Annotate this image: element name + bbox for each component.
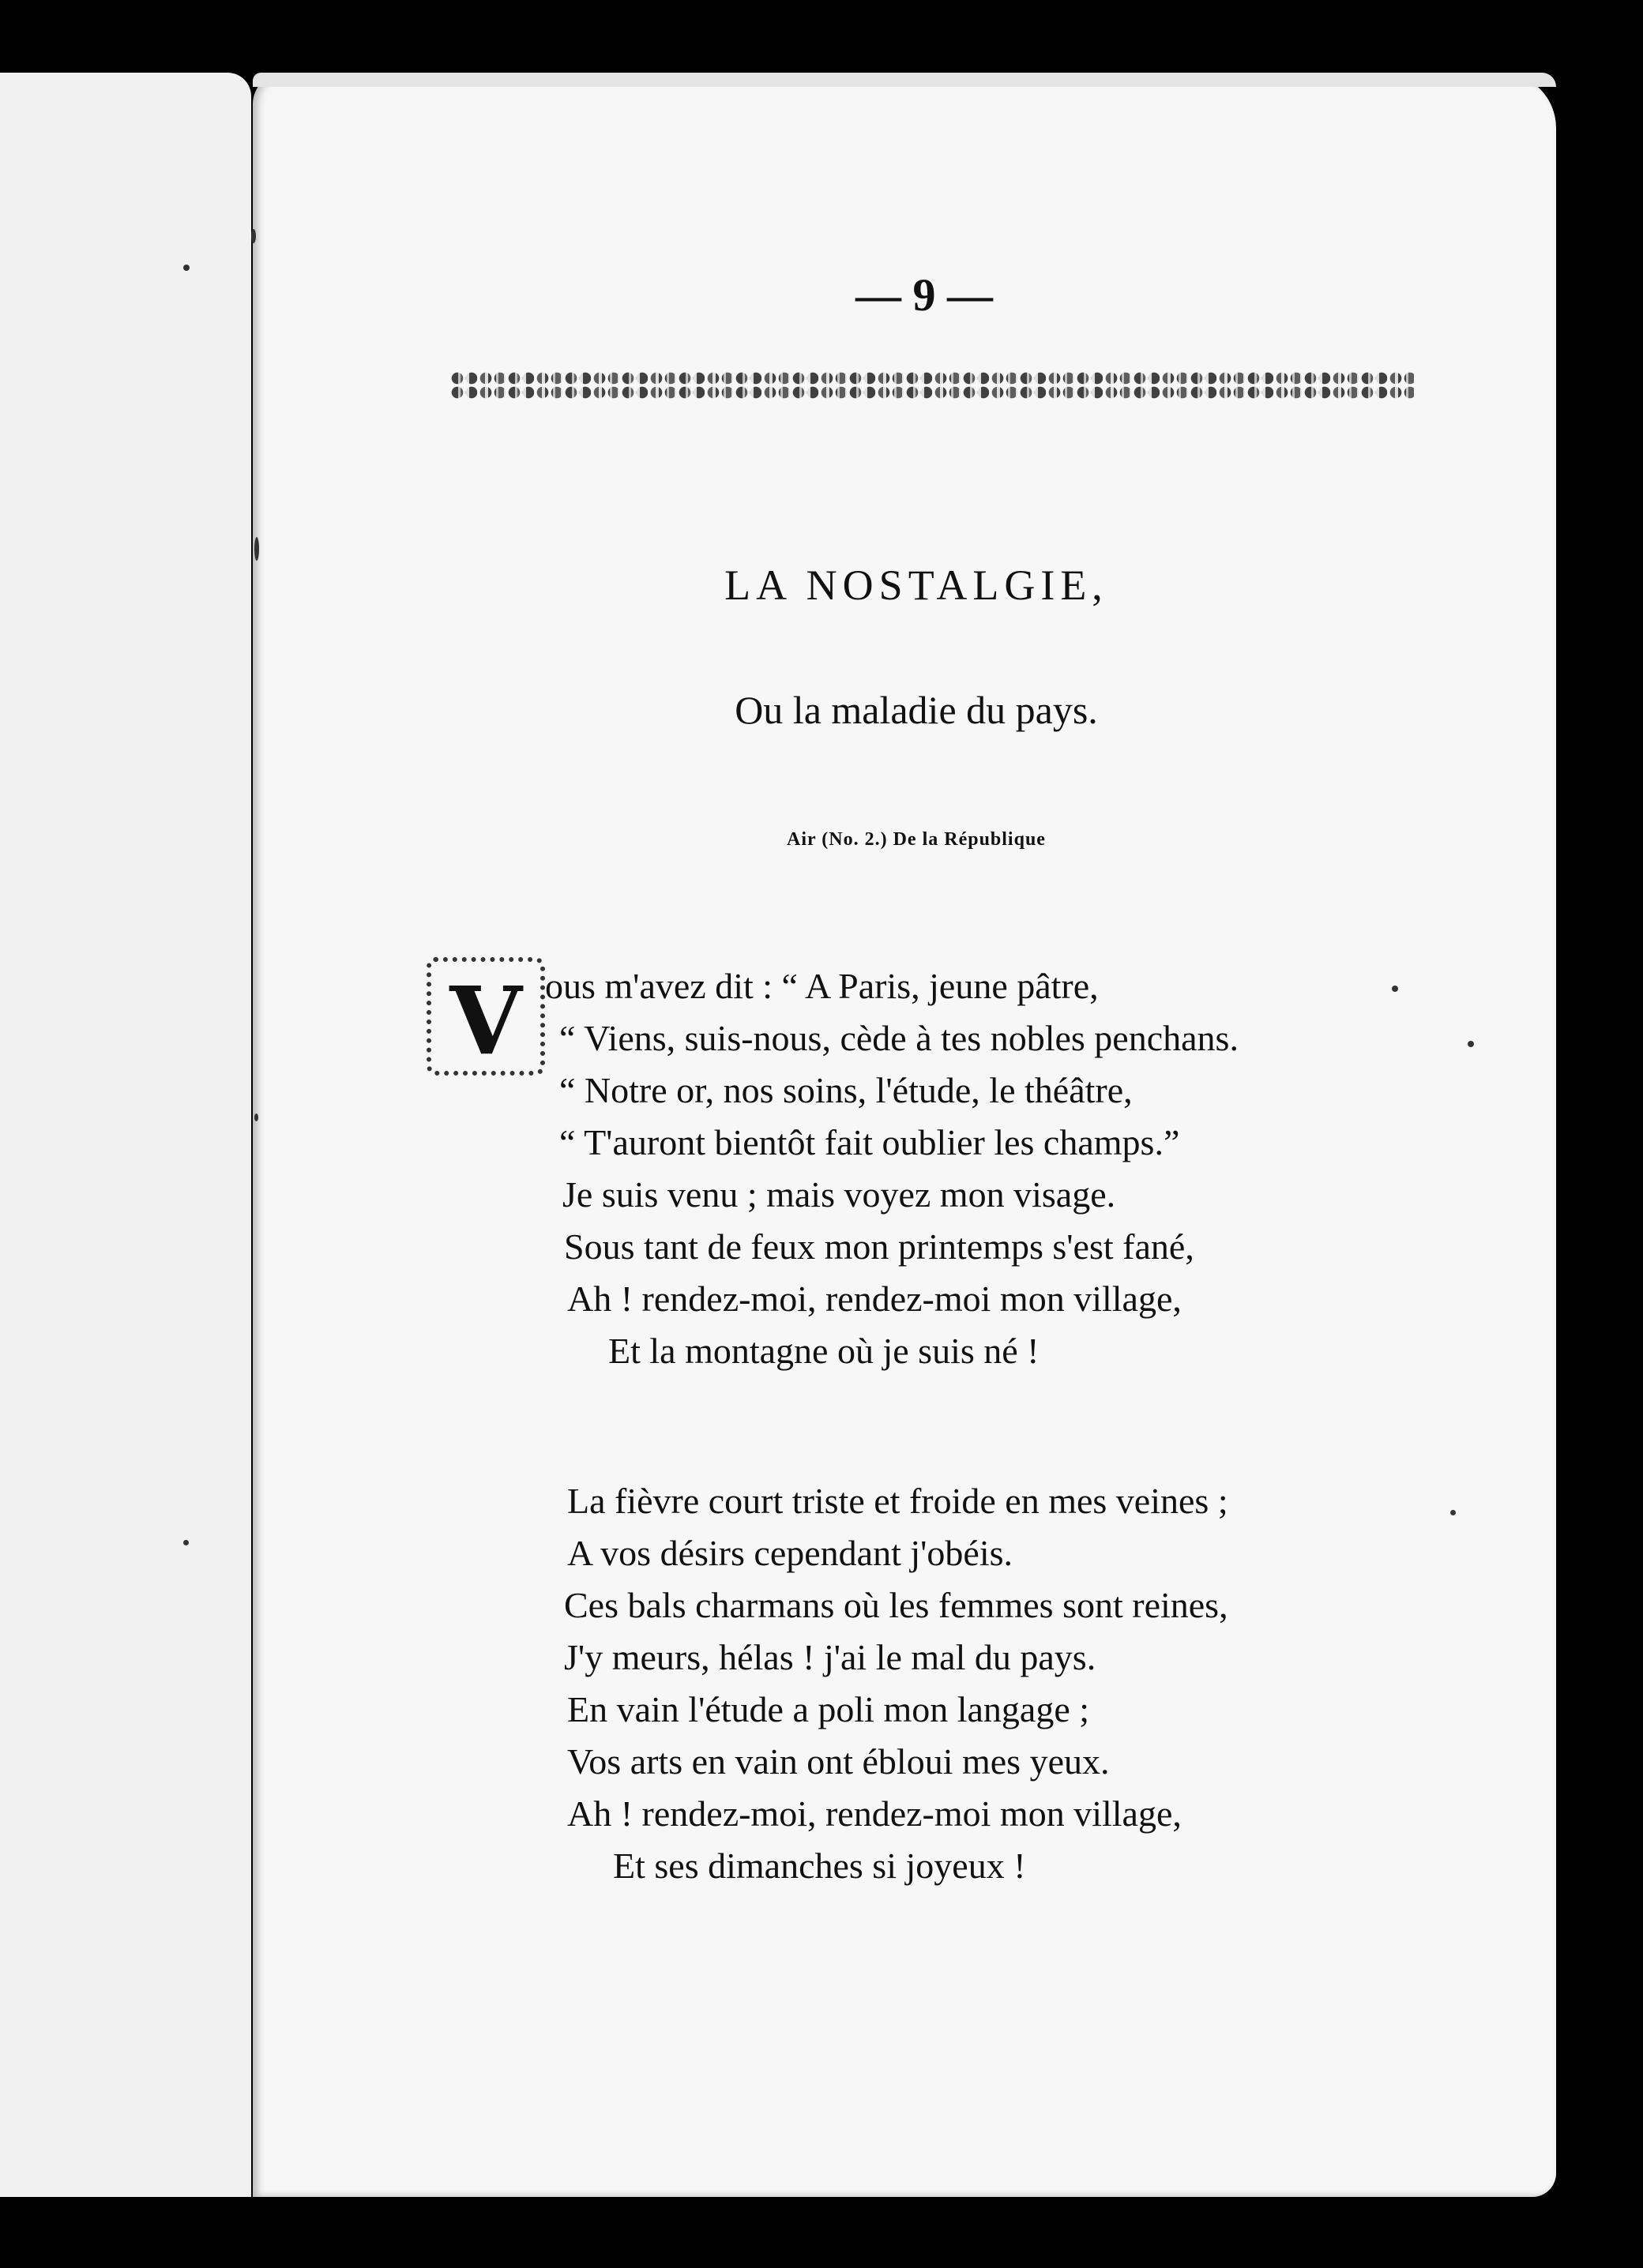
verse-line: En vain l'étude a poli mon langage ; (567, 1689, 1090, 1729)
page-speck (251, 229, 256, 243)
verse-line: A vos désirs cependant j'obéis. (567, 1533, 1013, 1573)
page-speck (183, 265, 190, 271)
verse-line: La fièvre court triste et froide en mes veines ; (567, 1481, 1228, 1521)
poem-subtitle: Ou la maladie du pays. (735, 688, 1098, 732)
ornamental-rule (450, 371, 1414, 400)
verse-line: “ Notre or, nos soins, l'étude, le théâtre, (559, 1070, 1133, 1110)
drop-cap: V (427, 957, 545, 1076)
page-speck (183, 1540, 189, 1545)
verse-line: Et ses dimanches si joyeux ! (613, 1846, 1026, 1886)
air-reference: Air (No. 2.) De la République (787, 829, 1046, 850)
page-speck (1468, 1041, 1474, 1047)
page-speck (1450, 1510, 1456, 1515)
page-speck (254, 1113, 258, 1121)
page-speck (254, 537, 259, 561)
verse-line: Ces bals charmans où les femmes sont reines, (564, 1585, 1228, 1625)
verse-line: J'y meurs, hélas ! j'ai le mal du pays. (564, 1637, 1096, 1677)
facing-page-edge (0, 73, 251, 2197)
verse-line: Vos arts en vain ont ébloui mes yeux. (567, 1741, 1110, 1782)
poem-title: LA NOSTALGIE, (724, 561, 1108, 609)
page-speck (1392, 986, 1398, 992)
page-number: — 9 — (855, 269, 993, 321)
verse-line: Ah ! rendez-moi, rendez-moi mon village, (567, 1793, 1182, 1834)
verse-line: Je suis venu ; mais voyez mon visage. (562, 1174, 1116, 1215)
verse-line: Et la montagne où je suis né ! (608, 1331, 1040, 1371)
verse-line: “ T'auront bientôt fait oublier les champs.” (559, 1122, 1180, 1162)
verse-line: Sous tant de feux mon printemps s'est fané, (564, 1226, 1194, 1267)
verse-line: Ah ! rendez-moi, rendez-moi mon village, (567, 1279, 1182, 1319)
verse-line: “ Viens, suis-nous, cède à tes nobles penchans. (559, 1018, 1239, 1058)
verse-line: ous m'avez dit : “ A Paris, jeune pâtre, (545, 966, 1099, 1006)
